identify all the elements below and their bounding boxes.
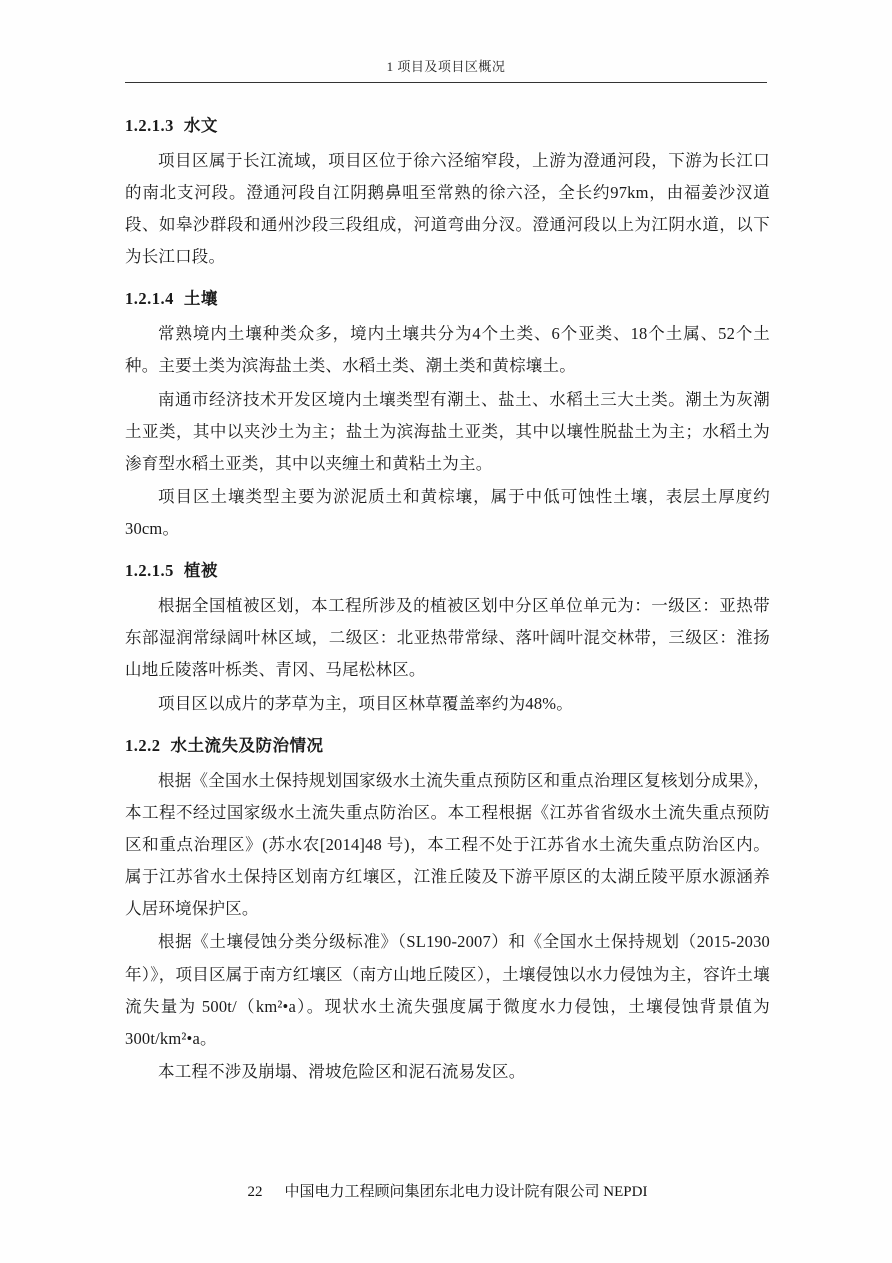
section-heading: [125, 287, 770, 312]
section-number: 1.2.1.5: [125, 561, 174, 581]
section-title: 水文: [183, 116, 218, 135]
header-divider: [125, 82, 767, 83]
section-title: 土壤: [183, 289, 218, 309]
section-title: 植被: [183, 561, 218, 581]
paragraph: 本工程不涉及崩塌、滑坡危险区和泥石流易发区。: [158, 1062, 526, 1082]
page-number: 22: [247, 1184, 263, 1200]
page-header: 1 项目及项目区概况: [386, 59, 506, 74]
paragraph: 项目区土壤类型主要为淤泥质土和黄棕壤，属于中低可蚀性土壤，表层土厚度约30cm。: [125, 487, 770, 539]
paragraph: 南通市经济技术开发区境内土壤类型有潮土、盐土、水稻土三大土类。潮土为灰潮土亚类，其中以夹沙土为主；盐土为滨海盐土亚类，其中以壤性脱盐土为主；水稻土为渗育型水稻土亚类，其中以夹缠土和黄粘土为主。: [125, 389, 770, 473]
paragraph: 项目区属于长江流域，项目区位于徐六泾缩窄段，上游为澄通河段，下游为长江口的南北支河段。澄通河段自江阴鹅鼻咀至常熟的徐六泾，全长约97km，由福姜沙汊道段、如皋沙群段和通州沙段三段组成，河道弯曲分汊。澄通河段以上为江阴水道，以下为长江口段。: [125, 150, 770, 267]
document-body: [125, 100, 770, 1089]
section-heading: [125, 114, 770, 139]
footer-organization: 中国电力工程顾问集团东北电力设计院有限公司 NEPDI: [284, 1184, 648, 1200]
paragraph: 项目区以成片的茅草为主，项目区林草覆盖率约为48%。: [158, 693, 573, 713]
paragraph: 根据《土壤侵蚀分类分级标准》（SL190-2007）和《全国水土保持规划（2015-2030 年）》，项目区属于南方红壤区（南方山地丘陵区），土壤侵蚀以水力侵蚀为主，容许土壤流失量为 500t/（km²•a）。现状水土流失强度属于微度水力侵蚀，土壤侵蚀背景值为300t/km²•a。: [125, 932, 770, 1048]
page-footer: [125, 1180, 770, 1201]
paragraph: 常熟境内土壤种类众多，境内土壤共分为4个土类、6个亚类、18个土属、52个土种。主要土类为滨海盐土类、水稻土类、潮土类和黄棕壤土。: [125, 324, 770, 376]
paragraph: 根据《全国水土保持规划国家级水土流失重点预防区和重点治理区复核划分成果》，本工程不经过国家级水土流失重点防治区。本工程根据《江苏省省级水土流失重点预防区和重点治理区》(苏水农[2014]48 号)，本工程不处于江苏省水土流失重点防治区内。属于江苏省水土保持区划南方红壤区，江淮丘陵及下游平原区的太湖丘陵平原水源涵养人居环境保护区。: [125, 770, 770, 919]
section-number: 1.2.2: [125, 735, 161, 755]
section-heading: [125, 559, 770, 584]
section-title: 水土流失及防治情况: [170, 735, 324, 755]
section-number: 1.2.1.4: [125, 289, 174, 309]
section-number: 1.2.1.3: [125, 116, 174, 135]
section-heading: [125, 734, 770, 759]
paragraph: 根据全国植被区划，本工程所涉及的植被区划中分区单位单元为：一级区：亚热带东部湿润常绿阔叶林区域，二级区：北亚热带常绿、落叶阔叶混交林带，三级区：淮扬山地丘陵落叶栎类、青冈、马尾松林区。: [125, 596, 770, 680]
